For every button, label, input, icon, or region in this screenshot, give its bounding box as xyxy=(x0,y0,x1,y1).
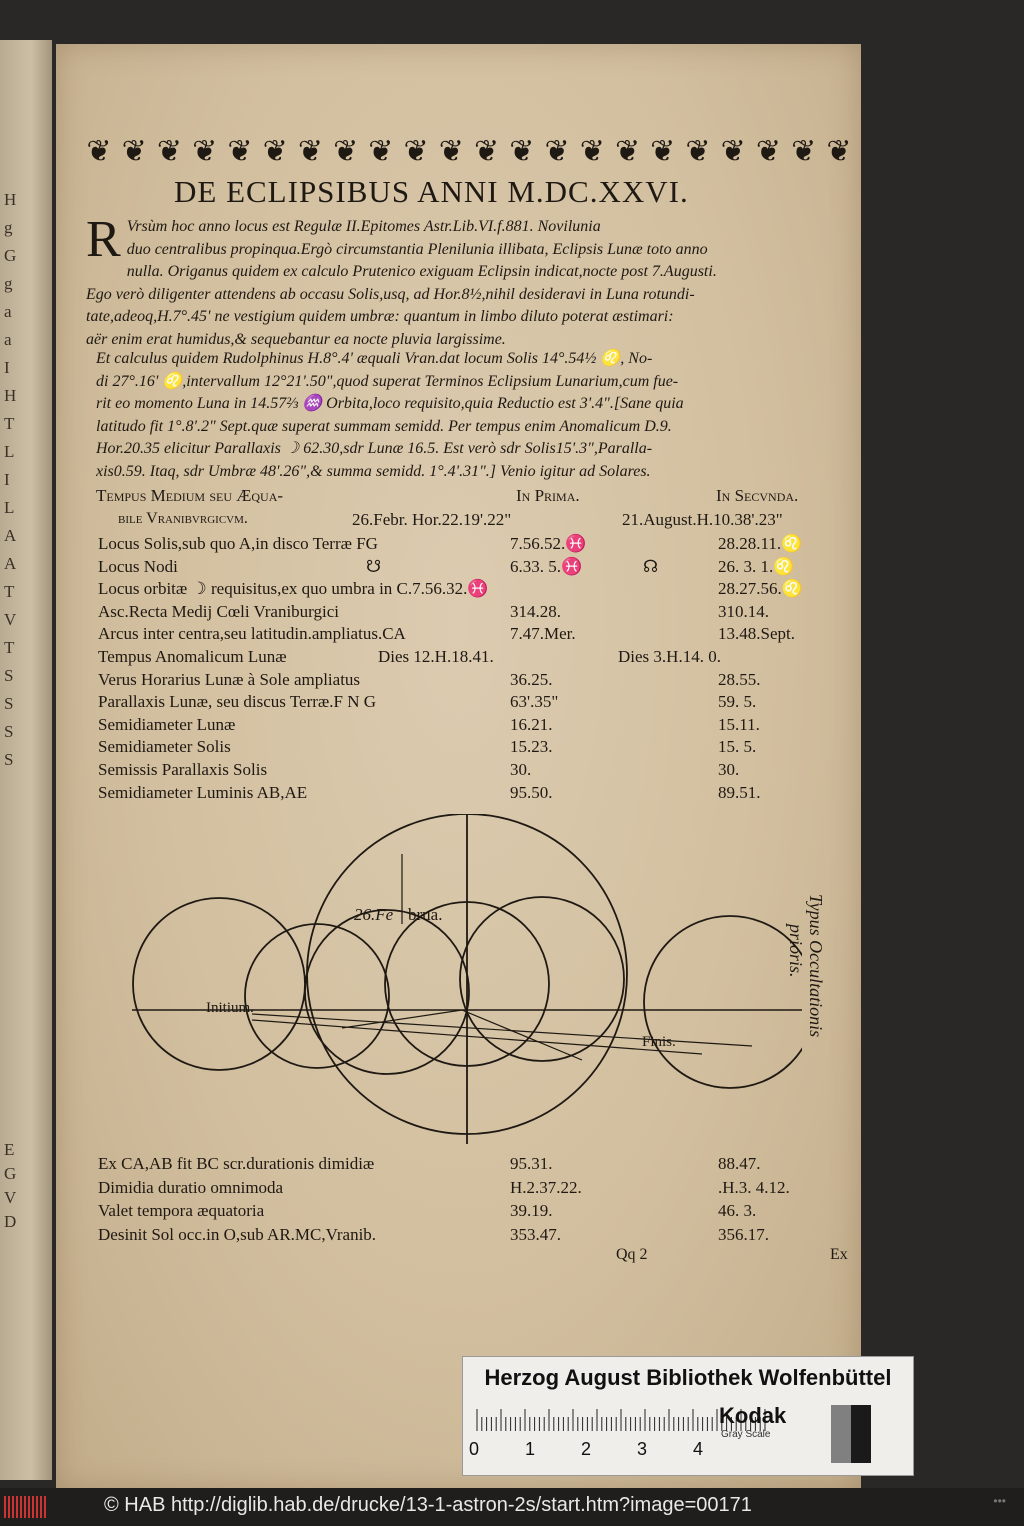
row-prima-value: 63'.35" xyxy=(510,692,559,712)
paragraph-line: tate,adeoq,H.7°.45' ne vestigium quidem umbræ: quantum in limbo diluto poterat æstimari: xyxy=(86,308,674,325)
row-label: Dimidia duratio omnimoda xyxy=(98,1177,284,1197)
paragraph-line: Vrsùm hoc anno locus est Regulæ II.Epitomes Astr.Lib.VI.f.881. Novilunia xyxy=(126,218,601,235)
row-secunda-value: 26. 3. 1.♌ xyxy=(718,556,795,576)
table-row xyxy=(98,624,858,646)
diagram-label-date-1: 26.Fe xyxy=(354,905,394,924)
row-prima-value: 95.31. xyxy=(510,1154,553,1173)
paragraph-line: rit eo momento Luna in 14.57⅔ ♒ Orbita,loco requisito,quia Reductio est 3'.4".[Sane quia xyxy=(96,395,684,412)
table-header xyxy=(96,486,856,532)
row-prima-value: 7.47.Mer. xyxy=(510,624,576,644)
fragment-letter: g xyxy=(4,218,13,237)
row-prima-value: 353.47. xyxy=(510,1224,561,1244)
table-row xyxy=(98,692,858,714)
header-prima-value: 26.Febr. Hor.22.19'.22" xyxy=(352,510,512,529)
row-label: Tempus Anomalicum Lunæ xyxy=(98,647,287,666)
row-label: Semissis Parallaxis Solis xyxy=(98,760,268,779)
row-label: Semidiameter Solis xyxy=(98,737,231,757)
row-prima-value: 39.19. xyxy=(510,1201,553,1220)
row-secunda-value: 46. 3. xyxy=(718,1201,757,1220)
library-color-card xyxy=(462,1356,914,1476)
initium-label: Initium. xyxy=(206,1000,254,1016)
fragment-letter: T xyxy=(4,638,15,657)
row-label: Parallaxis Lunæ, seu discus Terræ.F N G xyxy=(98,692,377,712)
row-label: Desinit Sol occ.in O,sub AR.MC,Vranib. xyxy=(98,1224,377,1244)
row-secunda-value: 59. 5. xyxy=(718,692,757,712)
fragment-letter: S xyxy=(4,694,14,713)
row-mid-value: ☋ xyxy=(366,556,382,576)
row-secunda-value: 30. xyxy=(718,760,740,779)
table-row xyxy=(98,670,858,692)
row-label: Locus Nodi xyxy=(98,556,178,576)
fleuron-ornament: ❦ xyxy=(227,134,253,168)
row-secunda-value: 28.28.11.♌ xyxy=(718,534,803,553)
table-row xyxy=(98,715,858,737)
table-row xyxy=(98,760,858,782)
gray-scale-label: Gray Scale xyxy=(721,1429,771,1440)
paragraph-line: aër enim erat humidus,& sequebantur ea nocte pluvia largissime. xyxy=(86,330,506,348)
fleuron-ornament: ❦ xyxy=(474,134,500,168)
fragment-letter: a xyxy=(4,302,12,321)
fragment-letter: G xyxy=(4,1164,17,1183)
header-secunda-value: 21.August.H.10.38'.23" xyxy=(622,510,783,529)
fleuron-ornament: ❦ xyxy=(544,134,570,168)
fragment-letter: G xyxy=(4,246,17,265)
table-row xyxy=(98,647,858,669)
paragraph-line: duo centralibus propinqua.Ergò circumstantia Plenilunia illibata, Eclipsis Lunæ toto anno xyxy=(126,240,708,258)
header-secunda: In Secvnda. xyxy=(716,486,799,505)
path-line-3 xyxy=(342,1010,462,1028)
fragment-letter: H xyxy=(4,190,17,209)
paragraph-line: nulla. Origanus quidem ex calculo Prutenico exiguam Eclipsin indicat,nocte post 7.Augusti. xyxy=(126,263,717,280)
table-row xyxy=(98,1225,858,1247)
row-prima-value: 7.56.52.♓ xyxy=(510,534,587,553)
row-label: Ex CA,AB fit BC scr.durationis dimidiæ xyxy=(98,1154,375,1173)
final-disc xyxy=(644,916,802,1088)
row-secunda-value: .H.3. 4.12. xyxy=(718,1177,790,1197)
table-row xyxy=(98,737,858,759)
paragraph-1 xyxy=(86,211,846,351)
row-mid2-value: ☊ xyxy=(643,556,659,576)
fleuron-ornament: ❦ xyxy=(650,134,676,168)
fragment-letter: S xyxy=(4,750,14,769)
row-label: Semidiameter Lunæ xyxy=(98,714,236,734)
book-page xyxy=(56,44,861,1490)
page-title: DE ECLIPSIBUS ANNI M.DC.XXVI. xyxy=(174,174,689,209)
fleuron-ornament: ❦ xyxy=(755,134,782,168)
row-label: Semidiameter Luminis AB,AE xyxy=(98,782,308,802)
fragment-letter: I xyxy=(4,358,10,377)
fleuron-ornament: ❦ xyxy=(192,134,218,168)
fleuron-ornament: ❦ xyxy=(438,134,464,168)
ruler-number: 2 xyxy=(581,1439,592,1459)
ruler-number: 3 xyxy=(637,1439,648,1459)
paragraph-line: Et calculus quidem Rudolphinus H.8°.4' æquali Vran.dat locum Solis 14°.54½ ♌, No- xyxy=(96,350,653,367)
table-row xyxy=(98,783,858,805)
row-secunda-value: 13.48.Sept. xyxy=(718,624,795,644)
fragment-letter: E xyxy=(4,1140,15,1159)
row-label: Locus Solis,sub quo A,in disco Terræ FG xyxy=(98,534,378,553)
table-row xyxy=(98,1154,858,1176)
row-prima-value: 15.23. xyxy=(510,737,553,757)
fleuron-ornament: ❦ xyxy=(297,134,323,168)
eclipse-diagram xyxy=(102,814,802,1184)
header-label-2: bile Vranibvrgicvm. xyxy=(118,510,248,527)
row-secunda-value: 15. 5. xyxy=(718,737,757,757)
row-secunda-value: 89.51. xyxy=(718,782,761,802)
fragment-letter: I xyxy=(4,470,10,489)
table-row xyxy=(98,1178,858,1200)
row-prima-value: 36.25. xyxy=(510,669,553,689)
row-label: Arcus inter centra,seu latitudin.ampliatus.CA xyxy=(98,624,406,644)
more-dots: ••• xyxy=(993,1494,1006,1508)
row-label: Verus Horarius Lunæ à Sole ampliatus xyxy=(98,669,361,689)
fleuron-ornament: ❦ xyxy=(579,134,605,168)
table-row xyxy=(98,602,858,624)
drop-capital: R xyxy=(86,211,121,268)
header-label-1: Tempus Medium seu Æqua- xyxy=(96,486,284,505)
fragment-letter: L xyxy=(4,442,15,461)
ruler-number: 1 xyxy=(525,1439,536,1459)
fragment-letter: A xyxy=(4,526,17,545)
table-row xyxy=(98,557,858,579)
library-name: Herzog August Bibliothek Wolfenbüttel xyxy=(484,1365,892,1390)
fleuron-ornament: ❦ xyxy=(86,134,112,168)
gray-swatch xyxy=(831,1405,851,1463)
table-row xyxy=(98,1201,858,1223)
figure-caption-line-1: Typus Occultationis xyxy=(806,894,826,1038)
fleuron-ornament: ❦ xyxy=(156,134,183,168)
fleuron-ornament: ❦ xyxy=(791,134,817,168)
table-row xyxy=(98,579,858,601)
fleuron-ornament: ❦ xyxy=(720,134,746,168)
path-line-1 xyxy=(252,1014,752,1046)
row-label: Asc.Recta Medij Cœli Vraniburgici xyxy=(98,601,340,621)
black-swatch xyxy=(851,1405,871,1463)
catchword: Ex xyxy=(830,1246,848,1263)
initial-disc xyxy=(133,898,305,1070)
paragraph-line: Ego verò diligenter attendens ab occasu Solis,usq, ad Hor.8½,nihil desideravi in Luna rotundi- xyxy=(86,285,695,303)
fragment-letter: A xyxy=(4,554,17,573)
row-prima-value: 30. xyxy=(510,760,532,779)
row-secunda-value: 310.14. xyxy=(718,601,769,621)
moon-disc-4 xyxy=(245,924,389,1068)
footer-bar xyxy=(0,1488,1024,1526)
fragment-letter: T xyxy=(4,582,15,601)
ruler-number: 4 xyxy=(693,1439,704,1459)
fragment-letter: g xyxy=(4,274,13,293)
figure-caption xyxy=(786,894,836,1134)
paragraph-line: Hor.20.35 elicitur Parallaxis ☽ 62.30,sdr Lunæ 16.5. Est verò sdr Solis15'.3",Paralla- xyxy=(96,440,653,457)
diagram-label-date-2: brua. xyxy=(408,905,443,924)
finis-label: Finis. xyxy=(642,1034,676,1050)
header-prima: In Prima. xyxy=(516,486,580,505)
row-prima-value: 6.33. 5.♓ xyxy=(510,556,583,576)
fragment-letter: V xyxy=(4,1188,17,1207)
barcode-icon xyxy=(4,1496,48,1518)
fleuron-ornament: ❦ xyxy=(614,134,641,168)
fleuron-ornament: ❦ xyxy=(333,134,359,168)
fleuron-ornament: ❦ xyxy=(685,134,711,168)
fragment-letter: D xyxy=(4,1212,17,1231)
row-mid2-value: Dies 3.H.14. 0. xyxy=(618,647,721,666)
paragraph-2 xyxy=(96,348,846,483)
row-prima-value: 16.21. xyxy=(510,714,553,734)
kodak-logo: Kodak xyxy=(719,1403,787,1428)
row-label: Valet tempora æquatoria xyxy=(98,1201,265,1220)
fleuron-ornament: ❦ xyxy=(262,134,288,168)
row-prima-value: 314.28. xyxy=(510,601,561,621)
paragraph-line: di 27°.16' ♌,intervallum 12°21'.50",quod superat Terminos Eclipsium Lunarium,cum fue- xyxy=(96,372,679,390)
fragment-letter: S xyxy=(4,666,14,685)
fragment-letter: V xyxy=(4,610,17,629)
paragraph-line: latitudo fit 1°.8'.2" Sept.quæ superat summam semidd. Per tempus enim Anomalicum D.9. xyxy=(96,417,672,435)
signature-mark: Qq 2 xyxy=(616,1246,648,1263)
row-mid-value: Dies 12.H.18.41. xyxy=(378,647,494,666)
adjacent-page-edge xyxy=(0,40,52,1480)
fleuron-ornament: ❦ xyxy=(121,134,147,168)
moon-disc-1 xyxy=(305,910,469,1074)
fragment-letter: S xyxy=(4,722,14,741)
fragment-letter: H xyxy=(4,386,17,405)
footer-credit[interactable]: © HAB http://diglib.hab.de/drucke/13-1-astron-2s/start.htm?image=00171 xyxy=(104,1494,752,1516)
row-prima-value: 95.50. xyxy=(510,782,553,802)
row-secunda-value: 356.17. xyxy=(718,1224,769,1244)
fragment-letter: a xyxy=(4,330,12,349)
fleuron-ornament: ❦ xyxy=(509,134,535,168)
fragment-letter: L xyxy=(4,498,15,517)
fleuron-ornament: ❦ xyxy=(368,134,394,168)
ornament-band xyxy=(84,132,854,170)
row-secunda-value: 88.47. xyxy=(718,1154,761,1173)
figure-caption-line-2: prioris. xyxy=(786,924,806,978)
row-secunda-value: 28.27.56.♌ xyxy=(718,579,803,599)
fragment-letter: T xyxy=(4,414,15,433)
paragraph-line: xis0.59. Itaq, sdr Umbræ 48'.26",& summa semidd. 1°.4'.31".] Venio igitur ad Solares. xyxy=(96,462,651,480)
row-prima-value: H.2.37.22. xyxy=(510,1177,582,1197)
fleuron-ornament: ❦ xyxy=(403,134,429,168)
row-secunda-value: 28.55. xyxy=(718,669,761,689)
row-label: Locus orbitæ ☽ requisitus,ex quo umbra in C.7.56.32.♓ xyxy=(98,579,489,599)
ruler-number: 0 xyxy=(469,1439,480,1459)
path-line-4 xyxy=(462,1010,582,1060)
row-secunda-value: 15.11. xyxy=(718,714,760,734)
table-row xyxy=(98,534,858,556)
fleuron-ornament: ❦ xyxy=(826,134,852,168)
